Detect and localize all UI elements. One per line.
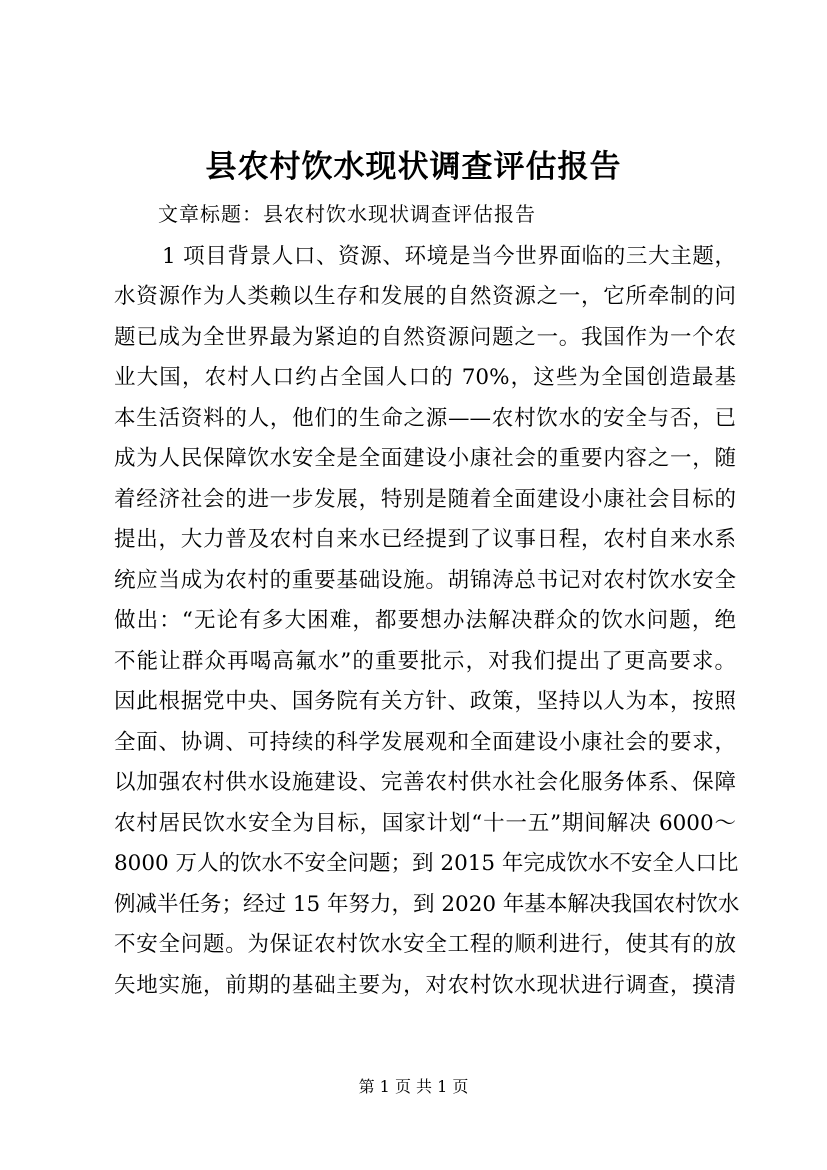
page-footer: 第 1 页 共 1 页 [358,1077,469,1096]
body-line: 着经济社会的进一步发展，特别是随着全面建设小康社会目标的 [114,487,736,512]
body-line: 不能让群众再喝高氟水”的重要批示，对我们提出了更高要求。 [114,649,736,674]
body-line: 矢地实施，前期的基础主要为，对农村饮水现状进行调查，摸清 [114,973,736,998]
body-line: 例减半任务；经过 15 年努力，到 2020 年基本解决我国农村饮水 [114,892,740,917]
body-line: 做出：“无论有多大困难，都要想办法解决群众的饮水问题，绝 [114,608,736,633]
body-line: 不安全问题。为保证农村饮水安全工程的顺利进行，使其有的放 [114,932,736,957]
body-line: 8000 万人的饮水不安全问题；到 2015 年完成饮水不安全人口比 [114,851,739,876]
body-line: 题已成为全世界最为紧迫的自然资源问题之一。我国作为一个农 [114,325,736,350]
body-line: 因此根据党中央、国务院有关方针、政策，坚持以人为本，按照 [114,689,736,714]
body-line: 以加强农村供水设施建设、完善农村供水社会化服务体系、保障 [114,770,736,795]
article-title-line: 文章标题：县农村饮水现状调查评估报告 [158,202,536,226]
body-line: 成为人民保障饮水安全是全面建设小康社会的重要内容之一，随 [114,446,736,471]
body-line: 业大国，农村人口约占全国人口的 70%，这些为全国创造最基 [114,365,736,390]
body-line: 农村居民饮水安全为目标，国家计划“十一五”期间解决 6000～ [114,811,736,836]
body-line: 1 项目背景人口、资源、环境是当今世界面临的三大主题， [162,244,736,269]
body-line: 水资源作为人类赖以生存和发展的自然资源之一，它所牵制的问 [114,284,736,309]
body-line: 全面、协调、可持续的科学发展观和全面建设小康社会的要求， [114,730,736,755]
body-line: 提出，大力普及农村自来水已经提到了议事日程，农村自来水系 [114,527,736,552]
document-title: 县农村饮水现状调查评估报告 [205,149,622,185]
body-line: 本生活资料的人，他们的生命之源——农村饮水的安全与否，已 [114,406,736,431]
body-line: 统应当成为农村的重要基础设施。胡锦涛总书记对农村饮水安全 [114,568,736,593]
